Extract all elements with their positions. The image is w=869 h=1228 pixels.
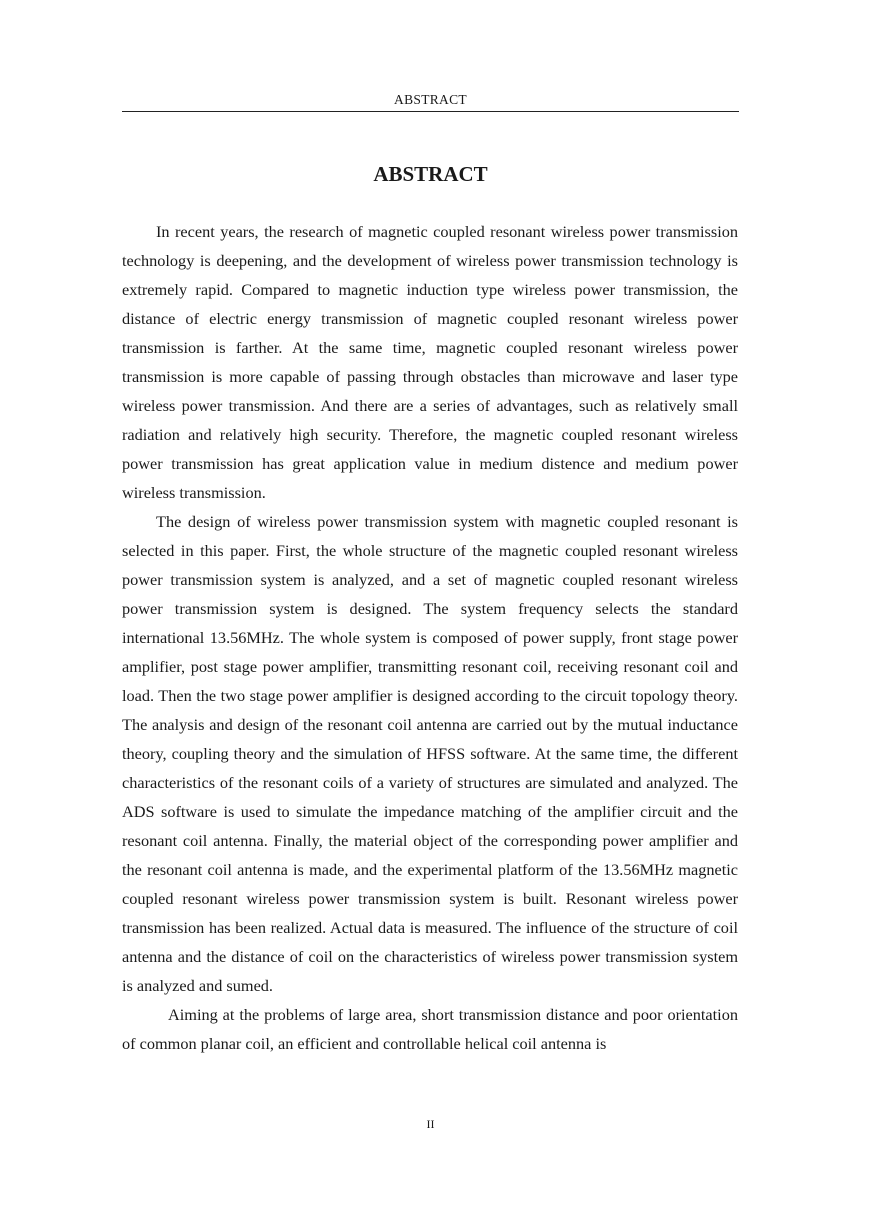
paragraph-3: Aiming at the problems of large area, short transmission distance and poor orientation of common planar coil, an efficient and controllable helical coil antenna is [122, 1005, 738, 1053]
paragraph-2: The design of wireless power transmission system with magnetic coupled resonant is selected in this paper. First, the whole structure of the magnetic coupled resonant wireless power transmission system is analyzed, and a set of magnetic coupled resonant wireless power transmission system is designed. The system frequency selects the standard international 13.56MHz. The whole system is composed of power supply, front stage power amplifier, post stage power amplifier, transmitting resonant coil, receiving resonant coil and load. Then the two stage power amplifier is designed according to the circuit topology theory. The analysis and design of the resonant coil antenna are carried out by the mutual inductance theory, coupling theory and the simulation of HFSS software. At the same time, the different characteristics of the resonant coils of a variety of structures are simulated and analyzed. The ADS software is used to simulate the impedance matching of the amplifier circuit and the resonant coil antenna. Finally, the material object of the corresponding power amplifier and the resonant coil antenna is made, and the experimental platform of the 13.56MHz magnetic coupled resonant wireless power transmission system is built. Resonant wireless power transmission has been realized. Actual data is measured. The influence of the structure of coil antenna and the distance of coil on the characteristics of wireless power transmission system is analyzed and sumed. [122, 512, 738, 995]
page-number: II [426, 1117, 435, 1131]
paragraph-1: In recent years, the research of magnetic coupled resonant wireless power transmission technology is deepening, and the development of wireless power transmission technology is extremely rapid. Compared to magnetic induction type wireless power transmission, the distance of electric energy transmission of magnetic coupled resonant wireless power transmission is farther. At the same time, magnetic coupled resonant wireless power transmission is more capable of passing through obstacles than microwave and laser type wireless power transmission. And there are a series of advantages, such as relatively small radiation and relatively high security. Therefore, the magnetic coupled resonant wireless power transmission has great application value in medium distence and medium power wireless transmission. [122, 222, 738, 502]
abstract-body [122, 217, 738, 1058]
abstract-title: ABSTRACT [373, 162, 488, 186]
running-header: ABSTRACT [122, 91, 739, 112]
